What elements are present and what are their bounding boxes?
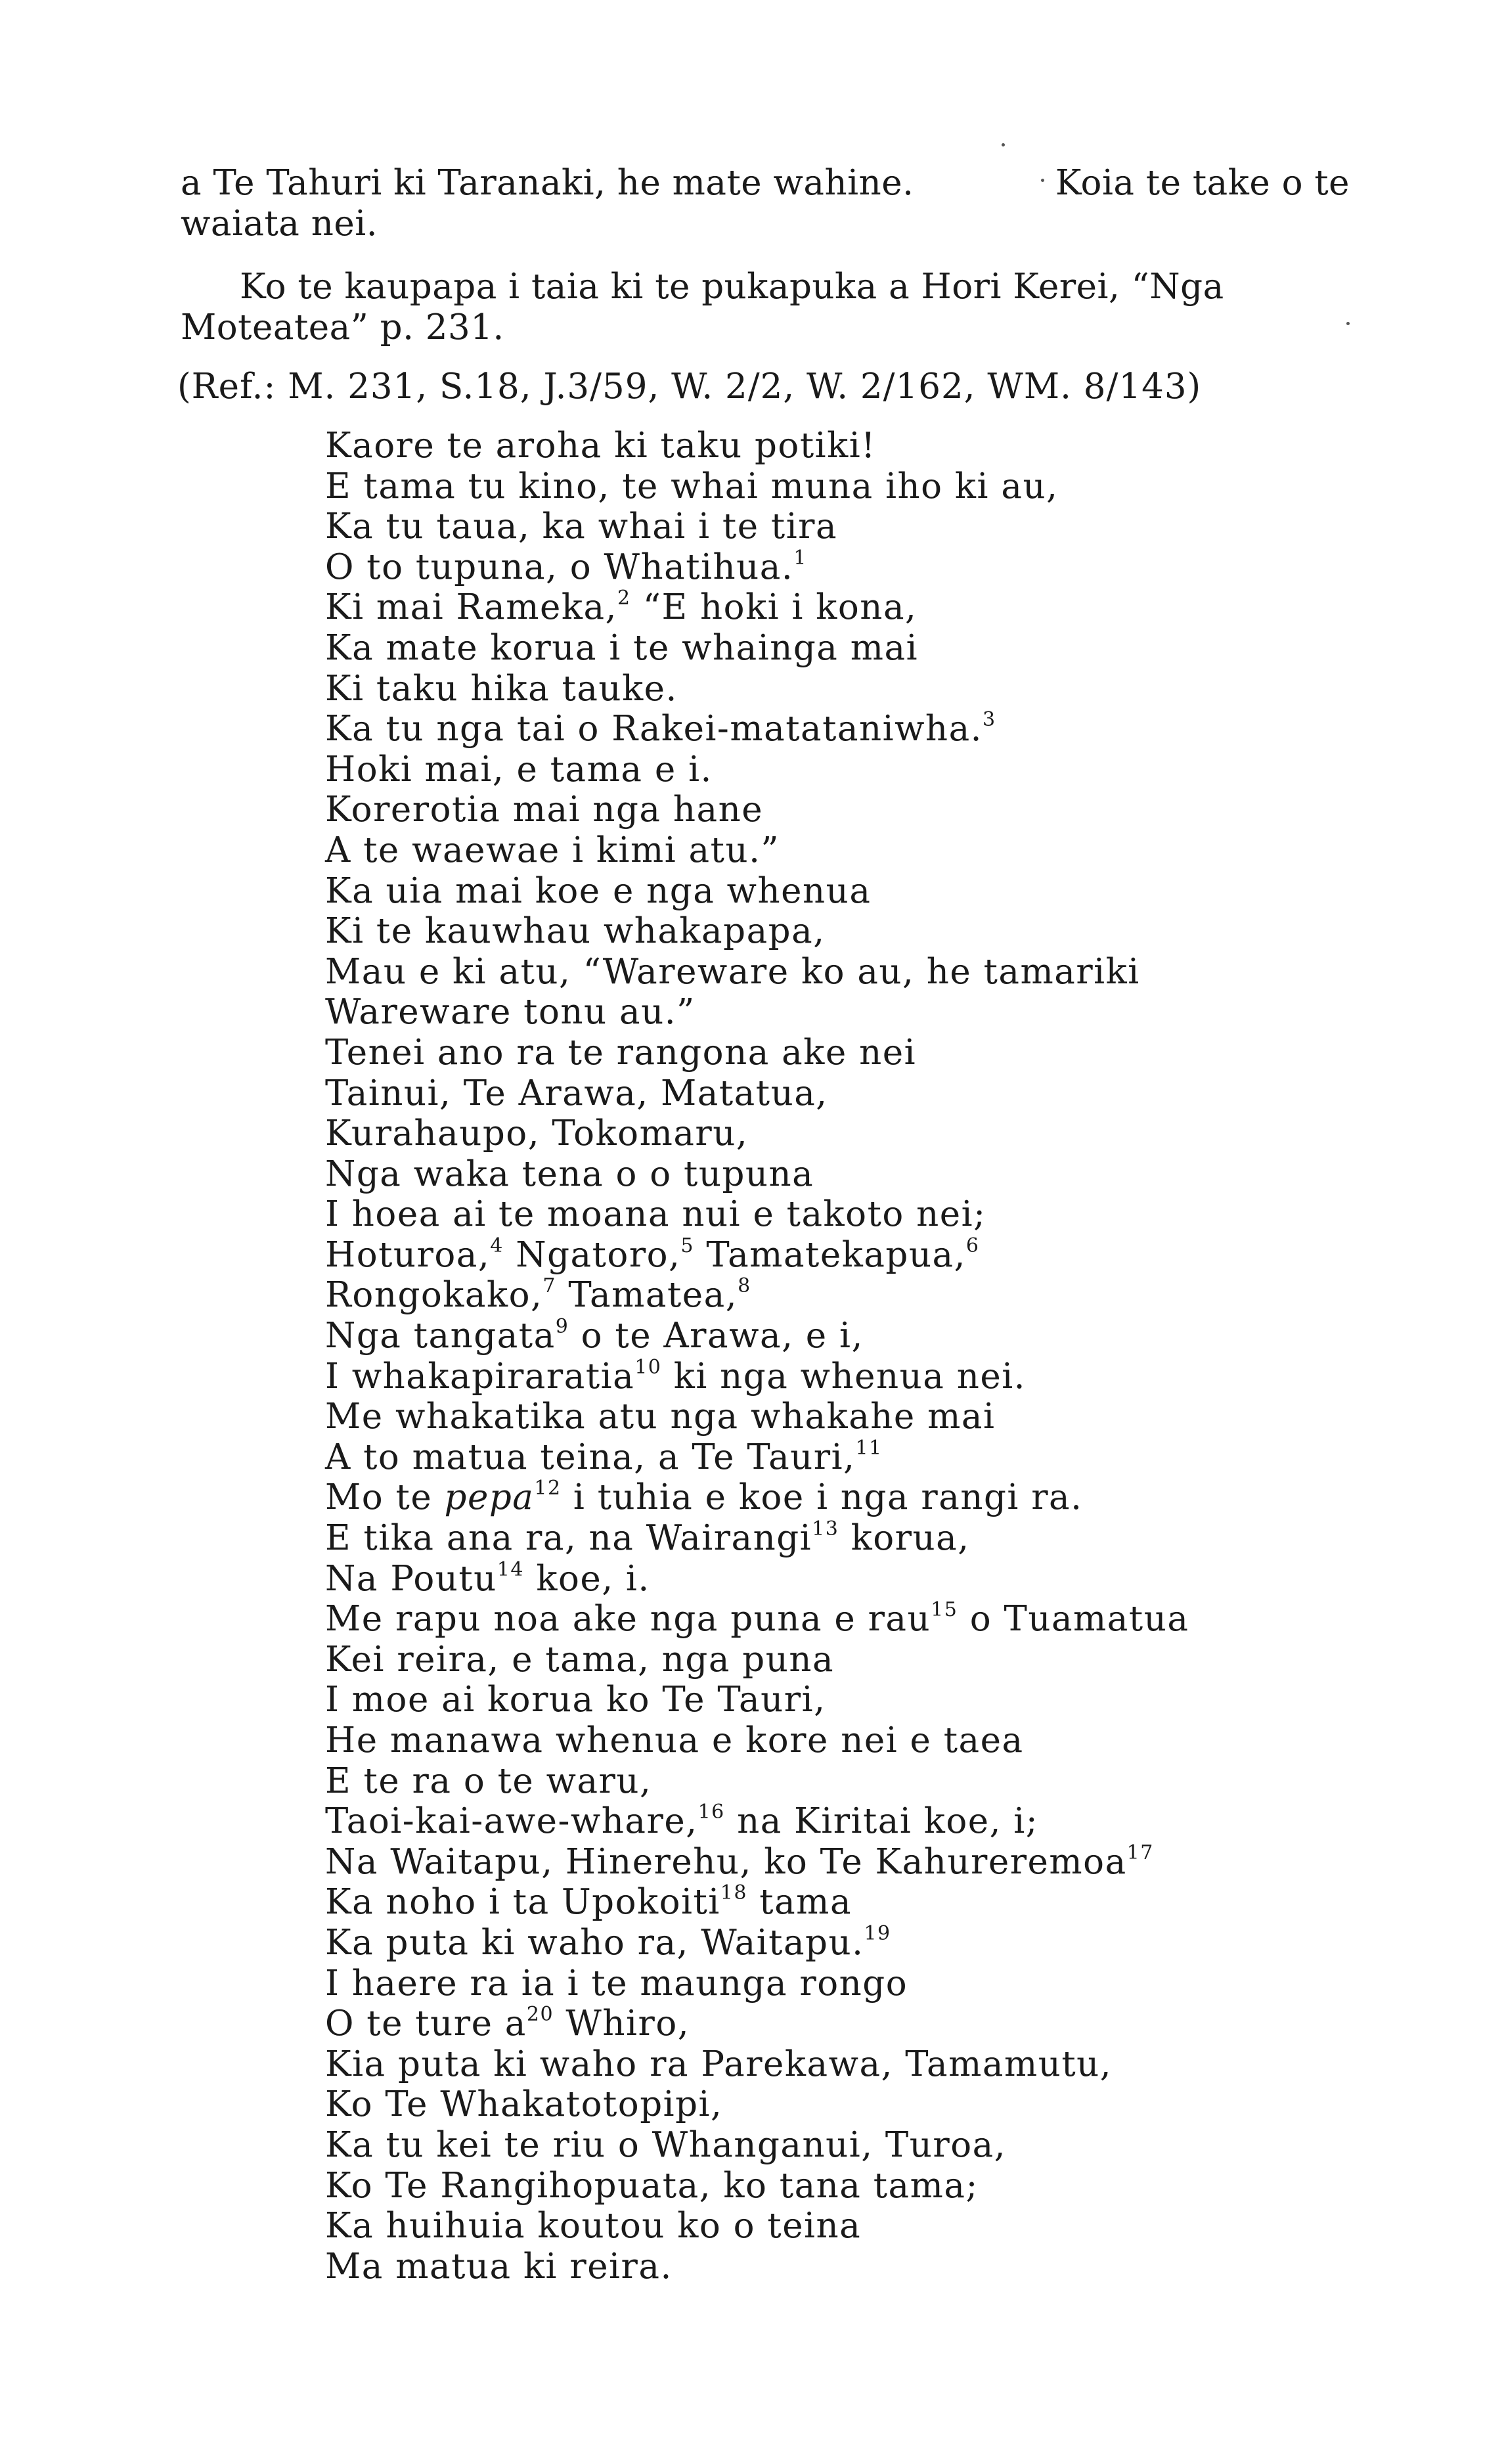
footnote-marker: 10 — [634, 1355, 662, 1379]
poem-line — [325, 669, 1189, 709]
poem-line — [325, 1154, 1189, 1195]
poem-text: “E hoki i kona, — [630, 587, 918, 628]
poem-text: E te ra o te waru, — [325, 1760, 652, 1801]
poem-line — [325, 1761, 1189, 1802]
poem-line — [325, 426, 1189, 466]
footnote-marker: 6 — [965, 1234, 980, 1257]
poem-text: E tika ana ra, na Wairangi — [325, 1518, 812, 1559]
poem-text: Ka puta ki waho ra, Waitapu. — [325, 1922, 864, 1963]
footnote-marker: 7 — [542, 1274, 556, 1298]
poem-text: Hoturoa, — [325, 1234, 491, 1275]
footnote-marker: 18 — [720, 1881, 747, 1905]
poem-text: na Kiritai koe, i; — [724, 1801, 1039, 1842]
poem-text: o Tuamatua — [958, 1599, 1189, 1640]
poem-text: Tamatea, — [556, 1275, 738, 1316]
poem-line — [325, 1073, 1189, 1114]
poem-text: Ki mai Rameka, — [325, 587, 617, 628]
poem-line — [325, 1518, 1189, 1559]
poem-text: Ko Te Whakatotopipi, — [325, 2084, 723, 2125]
poem-text: Ka uia mai koe e nga whenua — [325, 870, 872, 911]
poem-line — [325, 1963, 1189, 2004]
poem-text: Na Poutu — [325, 1558, 497, 1599]
footnote-marker: 2 — [617, 587, 631, 610]
poem-line — [325, 992, 1189, 1033]
poem-text: Kurahaupo, Tokomaru, — [325, 1113, 749, 1154]
poem-text: Ko Te Rangihopuata, ko tana tama; — [325, 2165, 979, 2206]
poem-line — [325, 628, 1189, 669]
poem-text: Ka tu kei te riu o Whanganui, Turoa, — [325, 2124, 1007, 2165]
poem — [325, 426, 1189, 2287]
intro-line-1 — [181, 163, 1350, 204]
footnote-marker: 19 — [864, 1921, 891, 1945]
poem-text: Whiro, — [554, 2004, 690, 2044]
poem-text: Tainui, Te Arawa, Matatua, — [325, 1073, 828, 1113]
footnote-marker: 14 — [497, 1557, 524, 1581]
poem-line — [325, 1235, 1189, 1276]
poem-text: Ka noho i ta Upokoiti — [325, 1882, 720, 1923]
poem-text: Ngatoro, — [503, 1234, 681, 1275]
poem-text: Hoki mai, e tama e i. — [325, 749, 713, 790]
poem-line — [325, 2044, 1189, 2085]
poem-line — [325, 1640, 1189, 1680]
footnote-marker: 8 — [738, 1274, 751, 1298]
poem-line — [325, 2004, 1189, 2044]
print-speck — [1346, 322, 1350, 325]
poem-line — [325, 1599, 1189, 1640]
poem-text: Korerotia mai nga hane — [325, 790, 764, 830]
poem-line — [325, 1882, 1189, 1923]
poem-text: Nga tangata — [325, 1316, 556, 1356]
poem-text: O to tupuna, o Whatihua. — [325, 547, 794, 587]
poem-text: tama — [747, 1882, 852, 1923]
poem-line — [325, 2247, 1189, 2287]
footnote-marker: 12 — [534, 1477, 562, 1500]
poem-text: Kei reira, e tama, nga puna — [325, 1639, 835, 1680]
poem-line — [325, 1680, 1189, 1720]
footnote-marker: 20 — [526, 2003, 554, 2027]
poem-line — [325, 709, 1189, 750]
footnote-marker: 13 — [812, 1517, 839, 1541]
poem-text: O te ture a — [325, 2004, 527, 2044]
poem-text: o te Arawa, e i, — [569, 1316, 864, 1356]
poem-line — [325, 1720, 1189, 1761]
poem-line — [325, 1194, 1189, 1235]
poem-text: Me whakatika atu nga whakahe mai — [325, 1397, 996, 1437]
poem-text: Ka tu taua, ka whai i te tira — [325, 506, 838, 547]
poem-text: Ma matua ki reira. — [325, 2246, 673, 2287]
footnote-marker: 1 — [793, 546, 807, 570]
poem-line — [325, 911, 1189, 952]
poem-line — [325, 2206, 1189, 2247]
poem-text: Mo te — [325, 1477, 445, 1518]
poem-line — [325, 1113, 1189, 1154]
poem-text: Mau e ki atu, “Wareware ko au, he tamariki — [325, 951, 1140, 992]
poem-text: I moe ai korua ko Te Tauri, — [325, 1680, 826, 1720]
poem-text: Ka tu nga tai o Rakei-matataniwha. — [325, 709, 983, 750]
poem-line — [325, 750, 1189, 790]
poem-text: Wareware tonu au.” — [325, 992, 696, 1033]
poem-line — [325, 466, 1189, 507]
poem-line — [325, 1477, 1189, 1518]
intro-line-2: waiata nei. — [181, 204, 378, 244]
poem-line — [325, 1842, 1189, 1883]
poem-line — [325, 1316, 1189, 1356]
print-speck — [1002, 143, 1005, 146]
poem-text: I hoea ai te moana nui e takoto nei; — [325, 1194, 986, 1235]
poem-text: i tuhia e koe i nga rangi ra. — [561, 1477, 1083, 1518]
poem-text: Ki te kauwhau whakapapa, — [325, 911, 826, 952]
poem-text: koe, i. — [524, 1558, 650, 1599]
footnote-marker: 4 — [490, 1234, 504, 1257]
poem-line — [325, 547, 1189, 588]
poem-line — [325, 1923, 1189, 1963]
poem-text: He manawa whenua e kore nei e taea — [325, 1720, 1024, 1760]
poem-text: Na Waitapu, Hinerehu, ko Te Kahureremoa — [325, 1841, 1127, 1882]
poem-text: Kia puta ki waho ra Parekawa, Tamamutu, — [325, 2044, 1113, 2084]
poem-line — [325, 1356, 1189, 1397]
poem-text: Taoi-kai-awe-whare, — [325, 1801, 698, 1842]
poem-line — [325, 587, 1189, 628]
poem-line — [325, 1397, 1189, 1437]
intro-text — [181, 163, 1350, 348]
poem-line — [325, 1033, 1189, 1073]
poem-text: I whakapiraratia — [325, 1356, 635, 1397]
poem-text: Ka mate korua i te whainga mai — [325, 627, 919, 668]
print-speck — [1041, 179, 1044, 182]
footnote-marker: 5 — [680, 1234, 694, 1257]
poem-line — [325, 1275, 1189, 1316]
poem-text: Tamatekapua, — [694, 1234, 966, 1275]
poem-text: A te waewae i kimi atu.” — [325, 830, 780, 870]
footnote-marker: 15 — [931, 1598, 958, 1622]
intro-paragraph-2-line-2: Moteatea” p. 231. — [181, 307, 504, 347]
poem-line — [325, 1559, 1189, 1600]
poem-line — [325, 790, 1189, 830]
intro-paragraph-2-line-1: Ko te kaupapa i taia ki te pukapuka a Hori Kerei, “Nga — [240, 267, 1224, 307]
footnote-marker: 16 — [697, 1801, 725, 1824]
reference-line: (Ref.: M. 231, S.18, J.3/59, W. 2/2, W. 2/162, WM. 8/143) — [177, 367, 1202, 407]
poem-text: Ki taku hika tauke. — [325, 668, 678, 709]
poem-text: Rongokako, — [325, 1275, 543, 1316]
poem-line — [325, 506, 1189, 547]
poem-text: Me rapu noa ake nga puna e rau — [325, 1599, 931, 1640]
poem-line — [325, 1801, 1189, 1842]
poem-text: Kaore te aroha ki taku potiki! — [325, 426, 876, 466]
footnote-marker: 3 — [983, 708, 996, 732]
poem-text: korua, — [839, 1518, 970, 1559]
poem-line — [325, 2084, 1189, 2125]
poem-line — [325, 2125, 1189, 2166]
poem-line — [325, 2166, 1189, 2206]
poem-line — [325, 952, 1189, 993]
footnote-marker: 9 — [555, 1315, 569, 1339]
poem-text: Ka huihuia koutou ko o teina — [325, 2206, 862, 2247]
footnote-marker: 11 — [855, 1436, 883, 1460]
poem-line — [325, 1437, 1189, 1478]
poem-text: Nga waka tena o o tupuna — [325, 1154, 814, 1194]
italic-word: pepa — [444, 1477, 535, 1518]
intro-line-1-right: Koia te take o te — [1055, 163, 1350, 203]
poem-text: Tenei ano ra te rangona ake nei — [325, 1032, 917, 1073]
poem-text: ki nga whenua nei. — [661, 1356, 1027, 1397]
poem-text: I haere ra ia i te maunga rongo — [325, 1963, 908, 2004]
poem-line — [325, 830, 1189, 871]
intro-line-1-left: a Te Tahuri ki Taranaki, he mate wahine. — [181, 163, 914, 203]
poem-text: A to matua teina, a Te Tauri, — [325, 1437, 856, 1477]
footnote-marker: 17 — [1126, 1841, 1154, 1864]
poem-text: E tama tu kino, te whai muna iho ki au, — [325, 466, 1059, 506]
poem-line — [325, 871, 1189, 912]
